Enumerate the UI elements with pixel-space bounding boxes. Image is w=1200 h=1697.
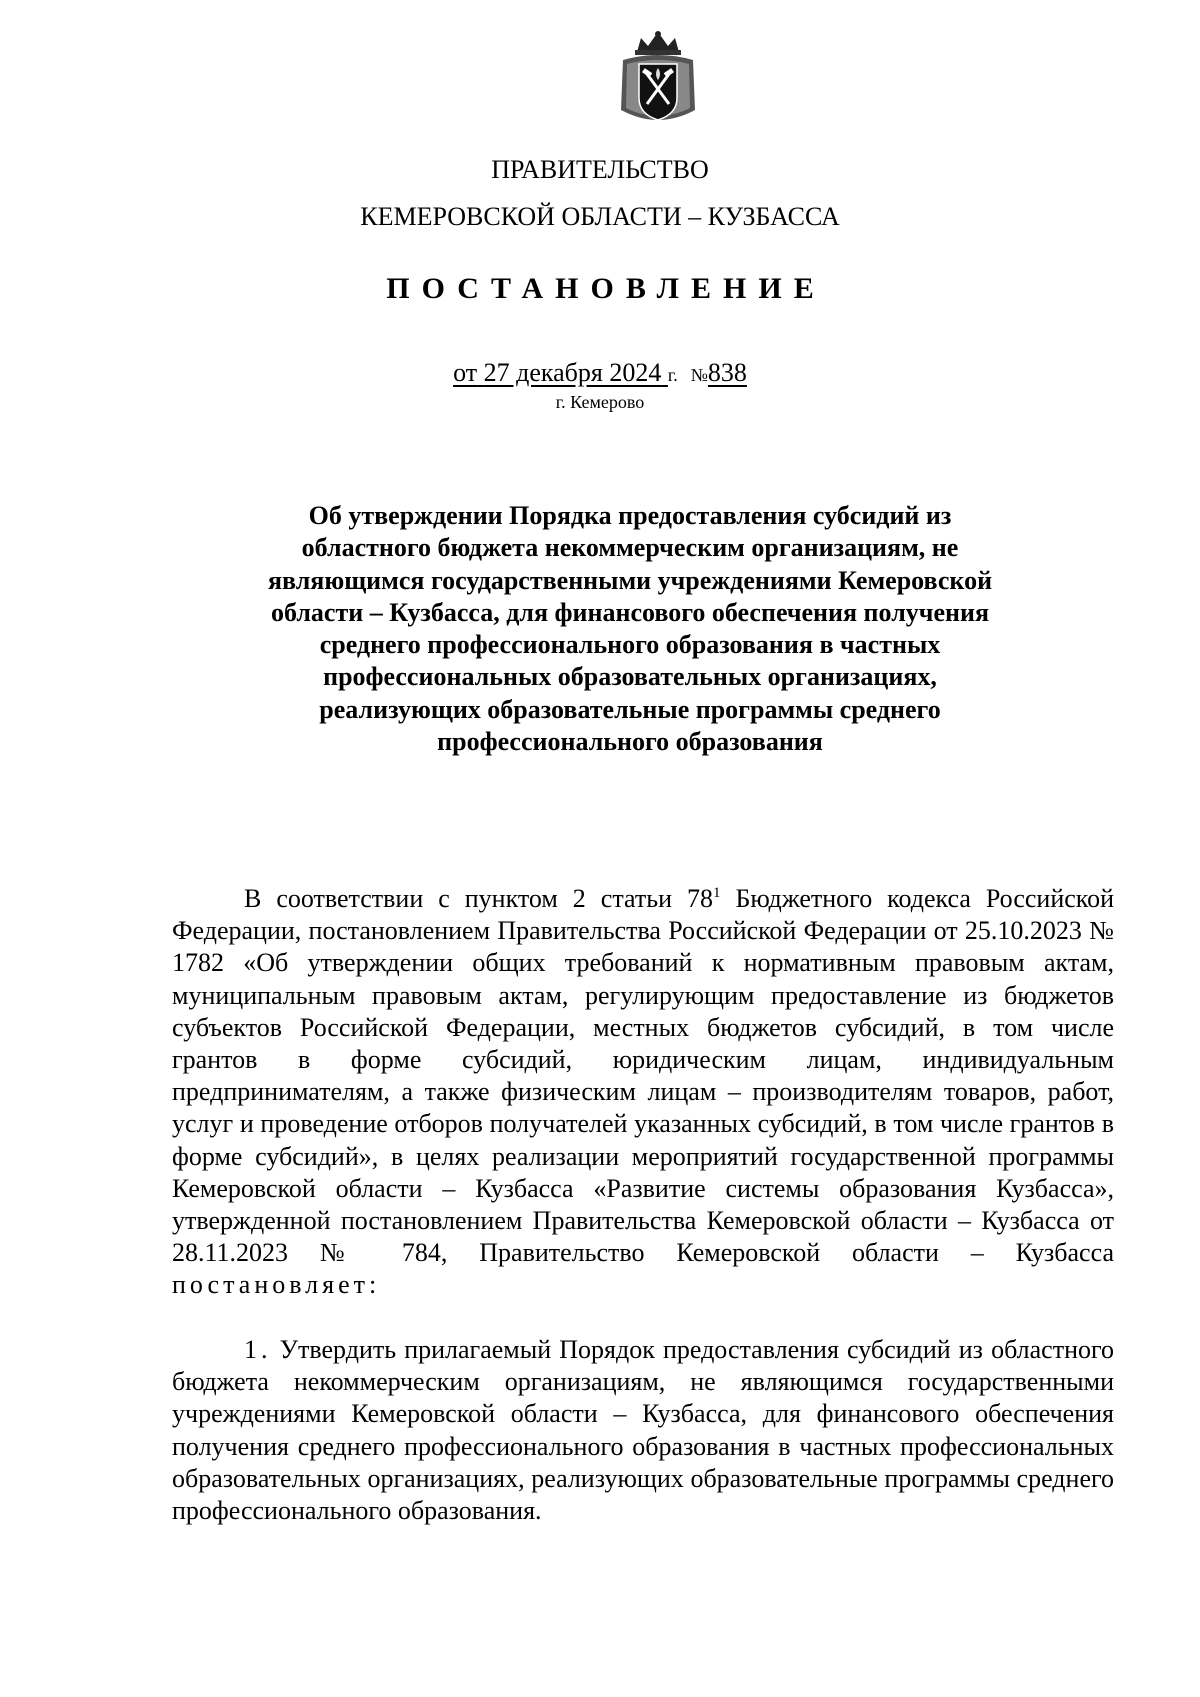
- government-name-line1: ПРАВИТЕЛЬСТВО: [491, 155, 709, 184]
- document-number: 838: [707, 358, 747, 387]
- preamble-paragraph: [172, 883, 1114, 1302]
- number-sign: №: [690, 365, 708, 385]
- city-name: г. Кемерово: [555, 392, 645, 412]
- date-number-line: [0, 358, 1200, 388]
- resolves-verb: постановляет:: [172, 1270, 381, 1300]
- clause-1-paragraph: [172, 1334, 1114, 1527]
- document-date: 27 декабря 2024: [483, 358, 662, 387]
- preamble-start: В соответствии с пунктом 2 статьи 78: [244, 884, 713, 913]
- article-superscript: 1: [713, 885, 721, 901]
- document-title: Об утверждении Порядка предоставления субсидий из областного бюджета некоммерческим организациям, не являющимся государственными учреждениями Кемеровской области – Кузбасса, для финансового обеспечения получения среднего профессионального образования в частных профессиональных образовательных организациях, реализующих образовательные программы среднего профессионального образования: [267, 501, 993, 757]
- document-type-heading: ПОСТАНОВЛЕНИЕ: [386, 272, 826, 305]
- date-prefix: от: [453, 358, 478, 387]
- clause-text: Утвердить прилагаемый Порядок предоставления субсидий из областного бюджета некоммерческим организациям, не являющимся государственными учреждениями Кемеровской области – Кузбасса, для финансового обеспечения получения среднего профессионального образования в частных профессиональных образовательных организациях, реализующих образовательные программы среднего профессионального образования.: [172, 1335, 1114, 1526]
- coat-of-arms-emblem: [617, 30, 699, 128]
- preamble-text: Бюджетного кодекса Российской Федерации, постановлением Правительства Российской Федерации от 25.10.2023 № 1782 «Об утверждении общих требований к нормативным правовым актам, муниципальным правовым актам, регулирующим предоставление из бюджетов субъектов Российской Федерации, местных бюджетов субсидий, в том числе грантов в форме субсидий, юридическим лицам, индивидуальным предпринимателям, а также физическим лицам – производителям товаров, работ, услуг и проведение отборов получателей указанных субсидий, в том числе грантов в форме субсидий», в целях реализации мероприятий государственной программы Кемеровской области – Кузбасса «Развитие системы образования Кузбасса», утвержденной постановлением Правительства Кемеровской области – Кузбасса от 28.11.2023 № 784, Правительство Кемеровской области – Кузбасса: [172, 884, 1115, 1268]
- clause-number: 1.: [244, 1335, 272, 1364]
- government-name-line2: КЕМЕРОВСКОЙ ОБЛАСТИ – КУЗБАССА: [360, 202, 840, 231]
- year-suffix: г.: [667, 365, 678, 385]
